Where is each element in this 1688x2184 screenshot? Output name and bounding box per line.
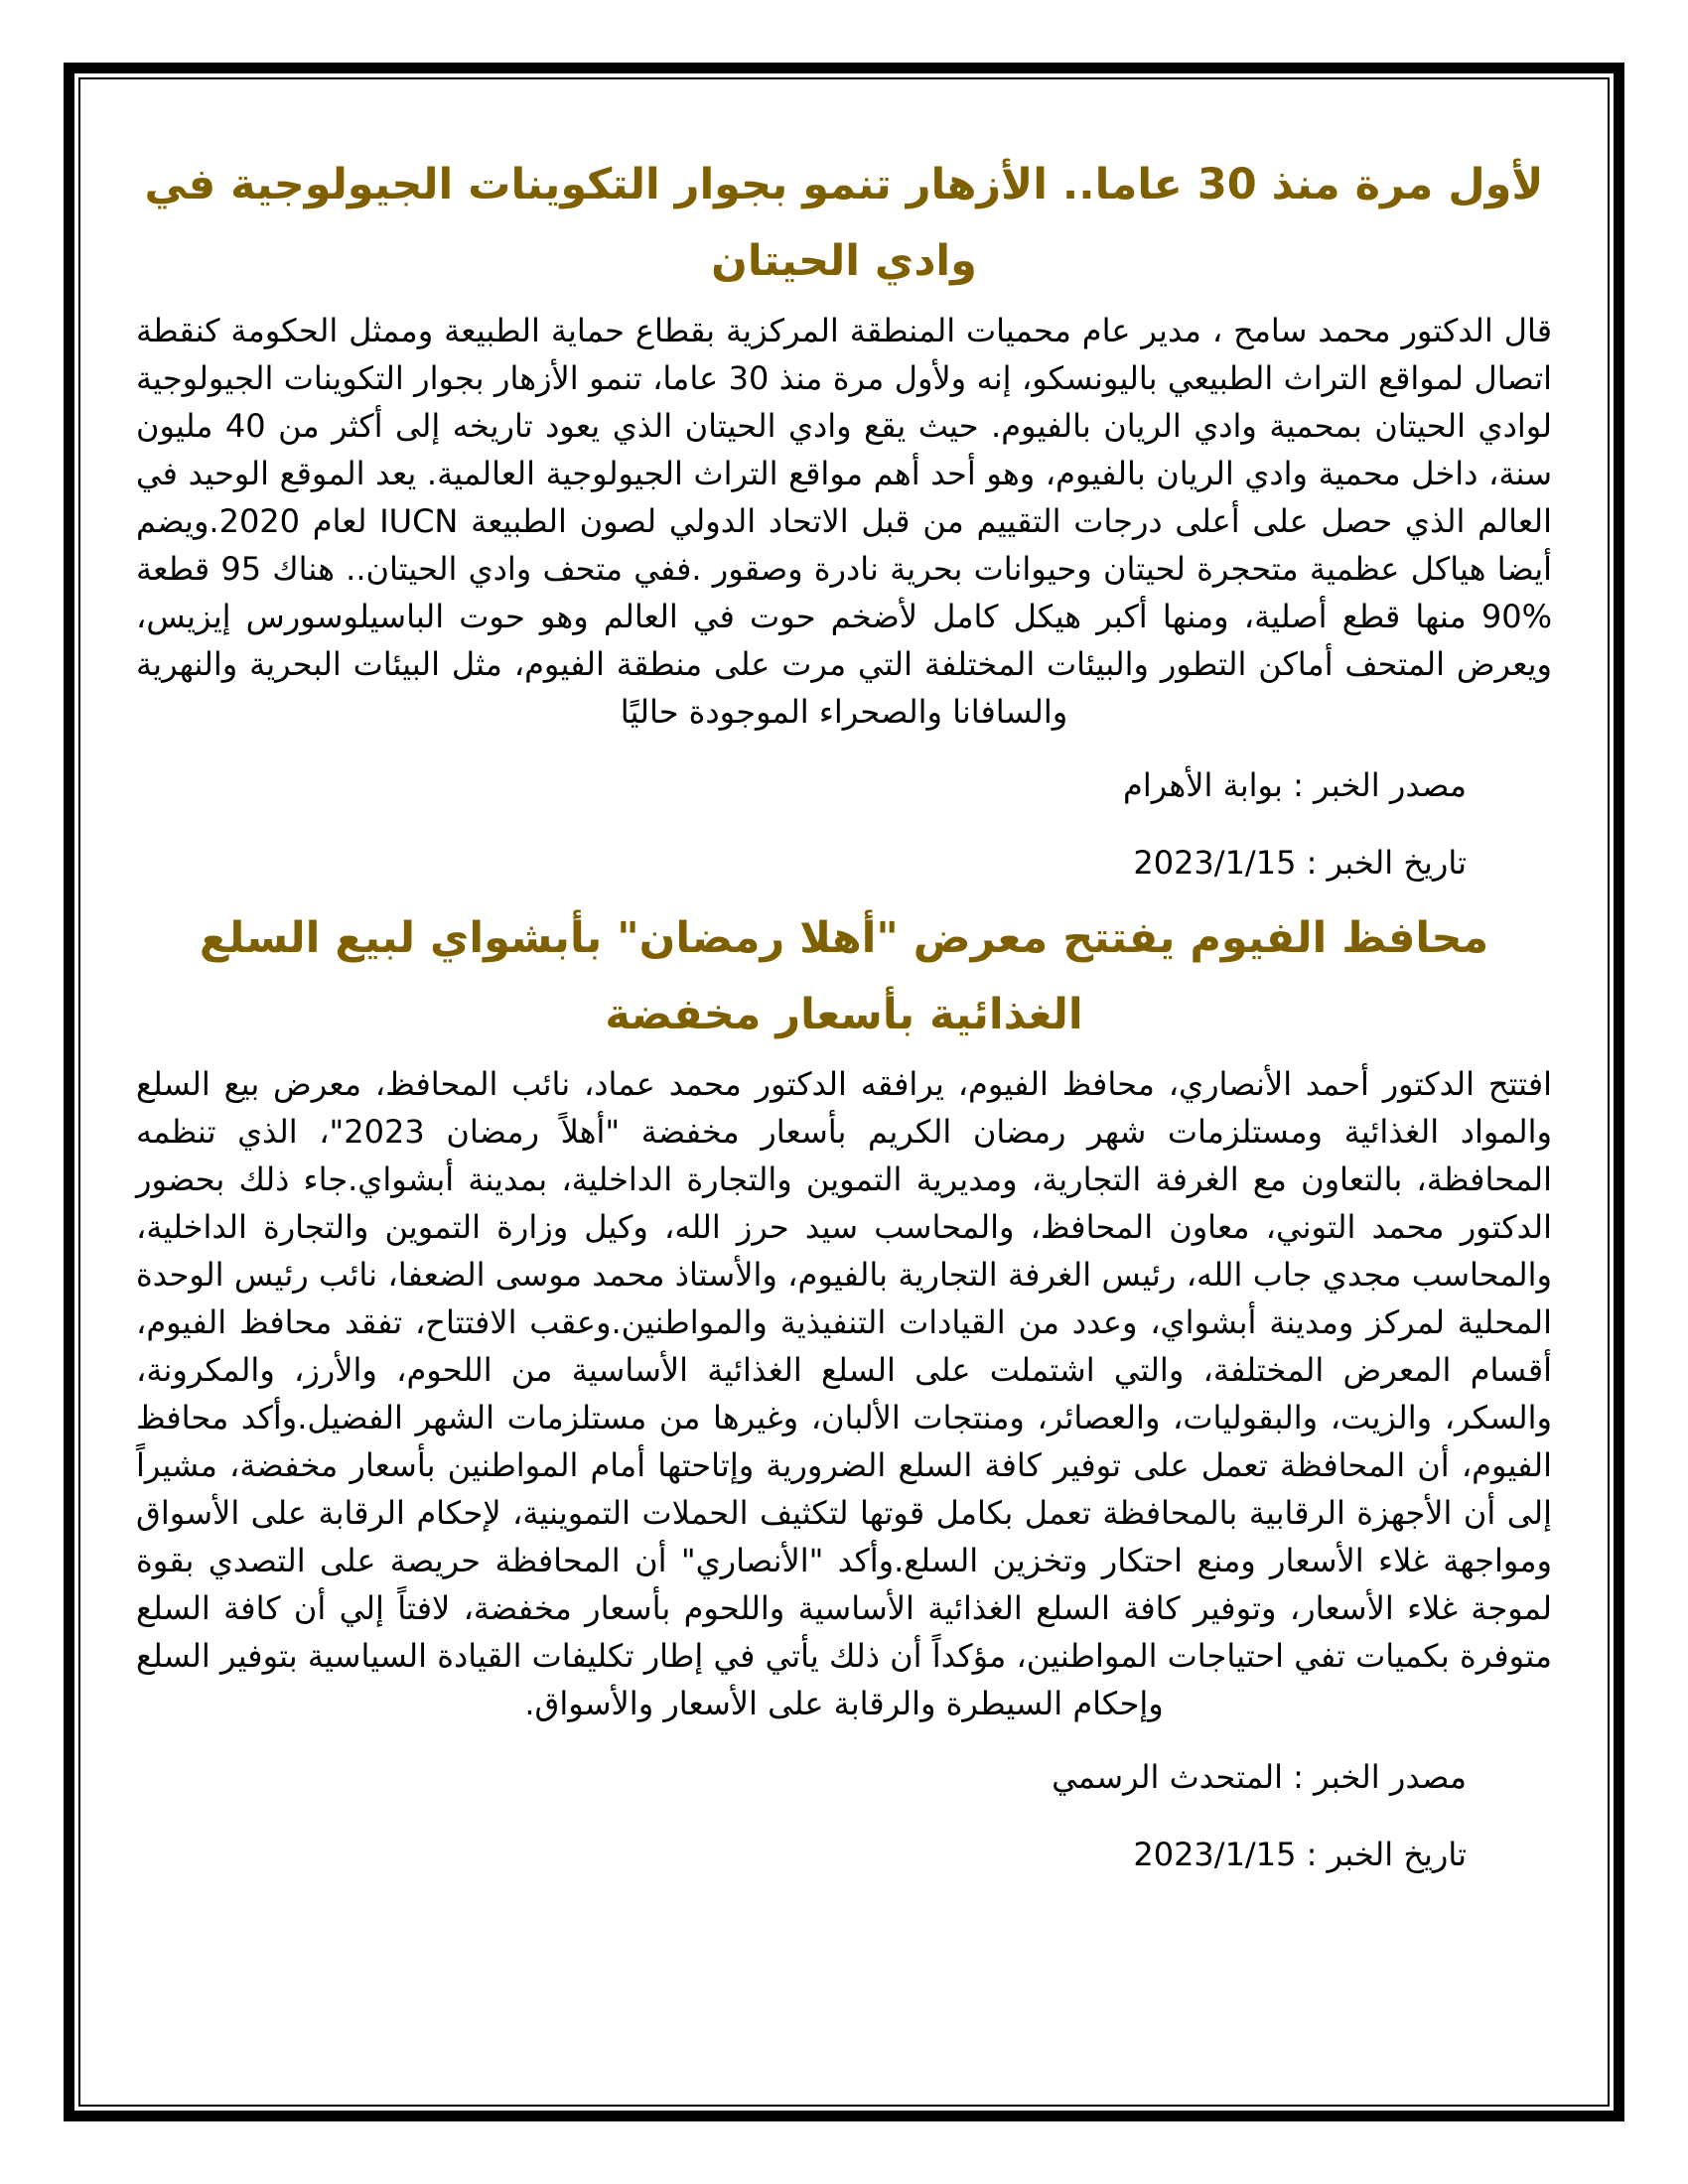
page-content <box>80 79 1608 2105</box>
article-1-title: لأول مرة منذ 30 عاما.. الأزهار تنمو بجوار التكوينات الجيولوجية في وادي الحيتان <box>144 160 1544 286</box>
article-2-body: افتتح الدكتور أحمد الأنصاري، محافظ الفيوم، يرافقه الدكتور محمد عماد، نائب المحافظ، معرض بيع السلع والمواد الغذائية ومستلزمات شهر رمضان الكريم بأسعار مخفضة "أهلاً رمضان 2023"، الذي تنظمه المحافظة، بالتعاون مع الغرفة التجارية، ومديرية التموين والتجارة الداخلية، بمدينة أبشواي.جاء ذلك بحضور الدكتور محمد التوني، معاون المحافظ، والمحاسب سيد حرز الله، وكيل وزارة التموين والتجارة الداخلية، والمحاسب مجدي جاب الله، رئيس الغرفة التجارية بالفيوم، والأستاذ محمد موسى الضعفا، نائب رئيس الوحدة المحلية لمركز ومدينة أبشواي، وعدد من القيادات التنفيذية والمواطنين.وعقب الافتتاح، تفقد محافظ الفيوم، أقسام المعرض المختلفة، والتي اشتملت على السلع الغذائية الأساسية من اللحوم، والأرز، والمكرونة، والسكر، والزيت، والبقوليات، والعصائر، ومنتجات الألبان، وغيرها من مستلزمات الشهر الفضيل.وأكد محافظ الفيوم، أن المحافظة تعمل على توفير كافة السلع الضرورية وإتاحتها أمام المواطنين بأسعار مخفضة، مشيراً إلى أن الأجهزة الرقابية بالمحافظة تعمل بكامل قوتها لتكثيف الحملات التموينية، لإحكام الرقابة على الأسواق ومواجهة غلاء الأسعار ومنع احتكار وتخزين السلع.وأكد "الأنصاري" أن المحافظة حريصة على التصدي بقوة لموجة غلاء الأسعار، وتوفير كافة السلع الغذائية الأساسية واللحوم بأسعار مخفضة، لافتاً إلي أن كافة السلع متوفرة بكميات تفي احتياجات المواطنين، مؤكداً أن ذلك يأتي في إطار تكليفات القيادة السياسية بتوفير السلع وإحكام السيطرة والرقابة على الأسعار والأسواق. <box>135 1065 1552 1723</box>
article-2-source-line: مصدر الخبر : المتحدث الرسمي <box>1052 1758 1467 1797</box>
article-2-title: محافظ الفيوم يفتتح معرض "أهلا رمضان" بأبشواي لبيع السلع الغذائية بأسعار مخفضة <box>199 913 1489 1039</box>
article-1-date-line: تاريخ الخبر : 2023/1/15 <box>1133 844 1467 883</box>
article-ahlan-ramadan <box>136 900 1552 1878</box>
article-1-body: قال الدكتور محمد سامح ، مدير عام محميات المنطقة المركزية بقطاع حماية الطبيعة وممثل الحكومة كنقطة اتصال لمواقع التراث الطبيعي باليونسكو، إنه ولأول مرة منذ 30 عاما، تنمو الأزهار بجوار التكوينات الجيولوجية لوادي الحيتان بمحمية وادي الريان بالفيوم. حيث يقع وادي الحيتان الذي يعود تاريخه إلى أكثر من 40 مليون سنة، داخل محمية وادي الريان بالفيوم، وهو أحد أهم مواقع التراث الجيولوجية العالمية. يعد الموقع الوحيد في العالم الذي حصل على أعلى درجات التقييم من قبل الاتحاد الدولي لصون الطبيعة IUCN لعام 2020.ويضم أيضا هياكل عظمية متحجرة لحيتان وحيوانات بحرية نادرة وصقور .ففي متحف وادي الحيتان.. هناك 95 قطعة %90 منها قطع أصلية، ومنها أكبر هيكل كامل لأضخم حوت في العالم وهو حوت الباسيلوسورس إيزيس، ويعرض المتحف أماكن التطور والبيئات المختلفة التي مرت على منطقة الفيوم، مثل البيئات البحرية والنهرية والسافانا والصحراء الموجودة حاليًا <box>136 312 1553 732</box>
article-2-date-line: تاريخ الخبر : 2023/1/15 <box>1133 1836 1467 1874</box>
article-1-source-line: مصدر الخبر : بوابة الأهرام <box>1123 766 1467 805</box>
page-border-inner <box>78 77 1610 2107</box>
page-border-outer <box>64 63 1624 2121</box>
article-wadi-el-hitan <box>136 147 1552 887</box>
